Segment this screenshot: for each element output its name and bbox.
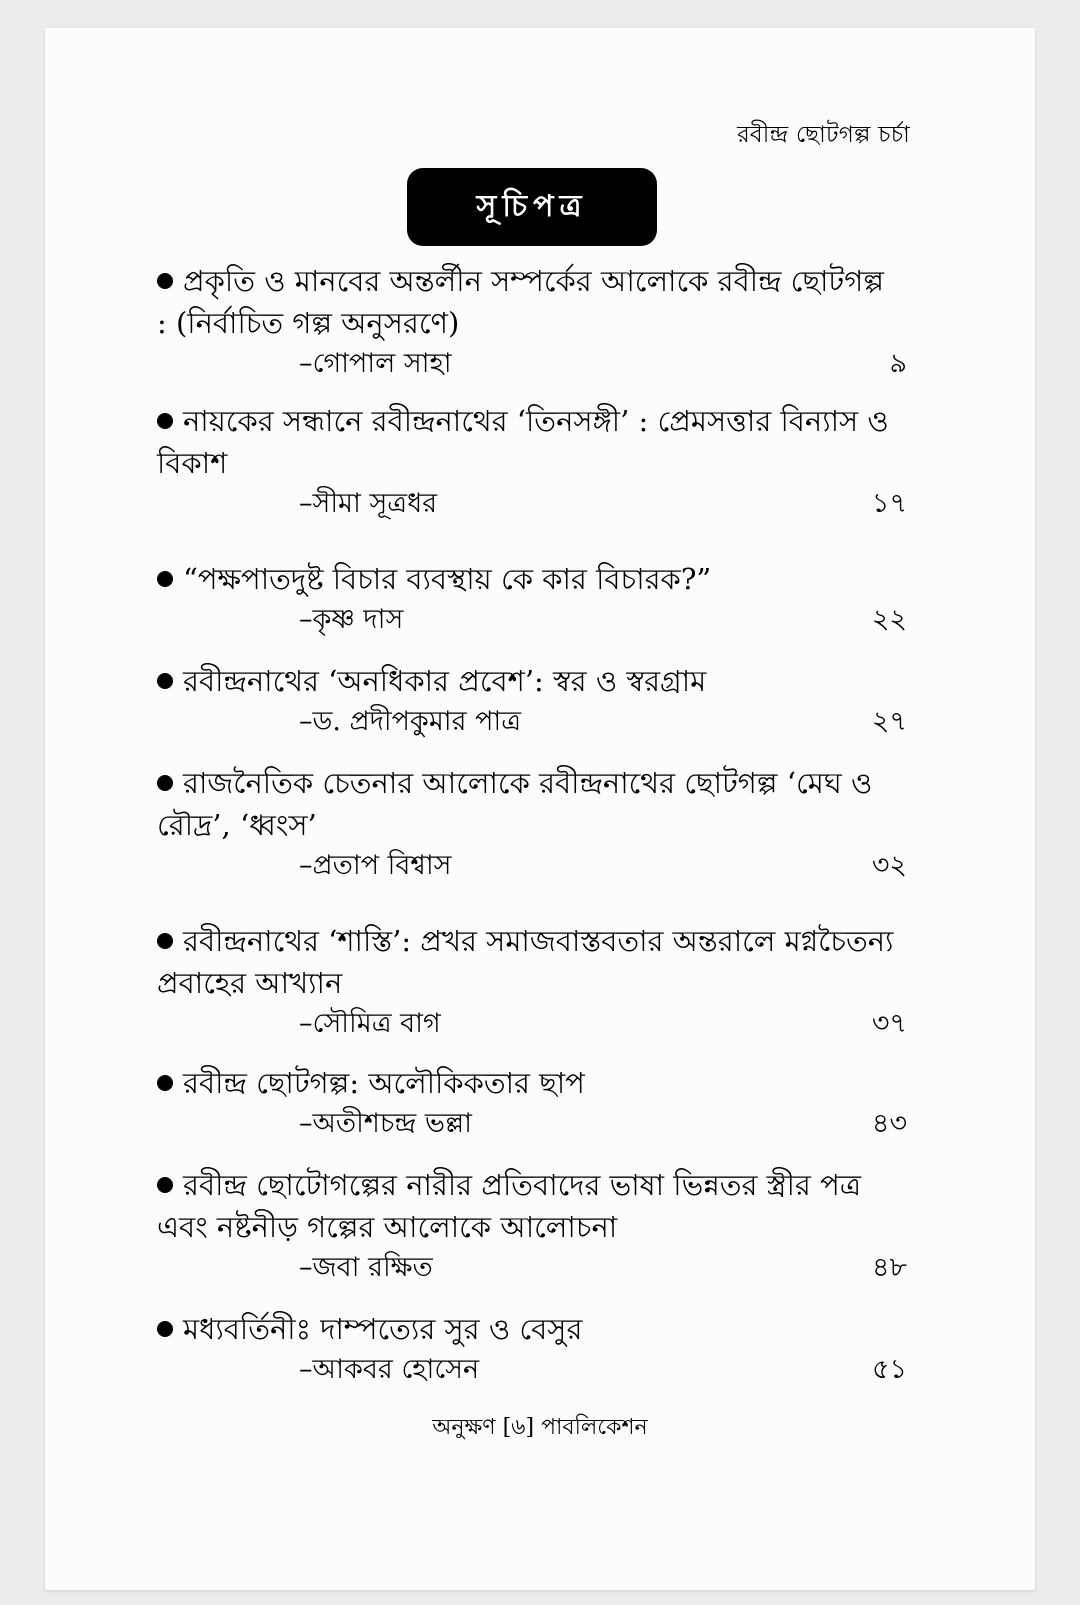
toc-entry-title-wrap: [157, 920, 897, 1004]
toc-entry-page: ৫১: [871, 1354, 907, 1385]
toc-entry: [157, 260, 907, 384]
toc-entry: [157, 1062, 907, 1144]
toc-title-box: [407, 168, 657, 246]
toc-entry-author: –ড. প্রদীপকুমার পাত্র: [299, 706, 522, 737]
toc-entry-title: “পক্ষপাতদুষ্ট বিচার ব্যবস্থায় কে কার বিচারক?”: [183, 562, 712, 596]
toc-entry: [157, 1308, 907, 1390]
toc-entry: [157, 400, 907, 524]
toc-entry-page: ৪৩: [871, 1108, 907, 1139]
toc-entry-byline: [157, 1350, 907, 1390]
toc-entry-author: –সীমা সূত্রধর: [299, 488, 438, 519]
bullet-icon: [157, 775, 173, 791]
toc-entry-author: –জবা রক্ষিত: [299, 1252, 433, 1283]
bullet-icon: [157, 1321, 173, 1337]
toc-entry-page: ৩৭: [871, 1008, 907, 1039]
toc-entry-byline: [157, 600, 907, 640]
toc-entry-author: –আকবর হোসেন: [299, 1354, 480, 1385]
document-page: [45, 28, 1035, 1590]
bullet-icon: [157, 933, 173, 949]
toc-entry-page: ১৭: [871, 488, 907, 519]
toc-entry-byline: [157, 1248, 907, 1288]
toc-entry-byline: [157, 846, 907, 886]
toc-entry-author: –সৌমিত্র বাগ: [299, 1008, 441, 1039]
bullet-icon: [157, 1177, 173, 1193]
toc-entry-page: ৯: [889, 348, 907, 379]
toc-entry-author: –কৃষ্ণ দাস: [299, 604, 404, 635]
toc-entry-page: ৪৮: [871, 1252, 907, 1283]
running-header: রবীন্দ্র ছোটগল্প চর্চা: [737, 122, 910, 148]
toc-entry-title: প্রকৃতি ও মানবের অন্তর্লীন সম্পর্কের আলোকে রবীন্দ্র ছোটগল্প : (নির্বাচিত গল্প অনুসরণে): [157, 264, 884, 340]
toc-entry-title: রবীন্দ্র ছোটোগল্পের নারীর প্রতিবাদের ভাষা ভিন্নতর স্ত্রীর পত্র এবং নষ্টনীড় গল্পের আলোকে আলোচনা: [157, 1168, 862, 1244]
toc-entry-byline: [157, 484, 907, 524]
toc-entry-page: ২৭: [871, 706, 907, 737]
toc-entry-title-wrap: [157, 1164, 897, 1248]
toc-entry-byline: [157, 1104, 907, 1144]
toc-entry-title: রবীন্দ্র ছোটগল্প: অলৌকিকতার ছাপ: [183, 1066, 585, 1100]
toc-entry-page: ৩২: [871, 850, 907, 881]
toc-entry: [157, 762, 907, 886]
toc-entry-title-wrap: [157, 762, 897, 846]
toc-entry: [157, 660, 907, 742]
toc-entry-author: –অতীশচন্দ্র ভল্লা: [299, 1108, 472, 1139]
toc-entry-title-wrap: [157, 400, 897, 484]
toc-entry-title: মধ্যবর্তিনীঃ দাম্পত্যের সুর ও বেসুর: [183, 1312, 583, 1346]
toc-entry-title: রাজনৈতিক চেতনার আলোকে রবীন্দ্রনাথের ছোটগল্প ‘মেঘ ও রৌদ্র’, ‘ধ্বংস’: [157, 766, 873, 842]
toc-entry-byline: [157, 702, 907, 742]
toc-entry-title-wrap: [157, 558, 897, 600]
toc-entry-page: ২২: [871, 604, 907, 635]
bullet-icon: [157, 273, 173, 289]
toc-entry-title: রবীন্দ্রনাথের ‘অনধিকার প্রবেশ’: স্বর ও স্বরগ্রাম: [183, 664, 707, 698]
toc-entry-title-wrap: [157, 260, 897, 344]
page-footer: অনুক্ষণ [৬] পাবলিকেশন: [432, 1415, 648, 1440]
toc-entry-title: নায়কের সন্ধানে রবীন্দ্রনাথের ‘তিনসঙ্গী’ : প্রেমসত্তার বিন্যাস ও বিকাশ: [157, 404, 889, 480]
toc-entry-title: রবীন্দ্রনাথের ‘শাস্তি’: প্রখর সমাজবাস্তবতার অন্তরালে মগ্নচৈতন্য প্রবাহের আখ্যান: [157, 924, 894, 1000]
toc-entry: [157, 920, 907, 1044]
toc-entry: [157, 1164, 907, 1288]
toc-entry: [157, 558, 907, 640]
bullet-icon: [157, 571, 173, 587]
toc-entry-author: –প্রতাপ বিশ্বাস: [299, 850, 452, 881]
bullet-icon: [157, 1075, 173, 1091]
toc-title: সূচিপত্র: [476, 188, 588, 224]
toc-entry-byline: [157, 344, 907, 384]
toc-entry-title-wrap: [157, 1308, 897, 1350]
toc-entry-byline: [157, 1004, 907, 1044]
toc-entry-title-wrap: [157, 660, 897, 702]
toc-entry-author: –গোপাল সাহা: [299, 348, 452, 379]
toc-entry-title-wrap: [157, 1062, 897, 1104]
bullet-icon: [157, 413, 173, 429]
bullet-icon: [157, 673, 173, 689]
